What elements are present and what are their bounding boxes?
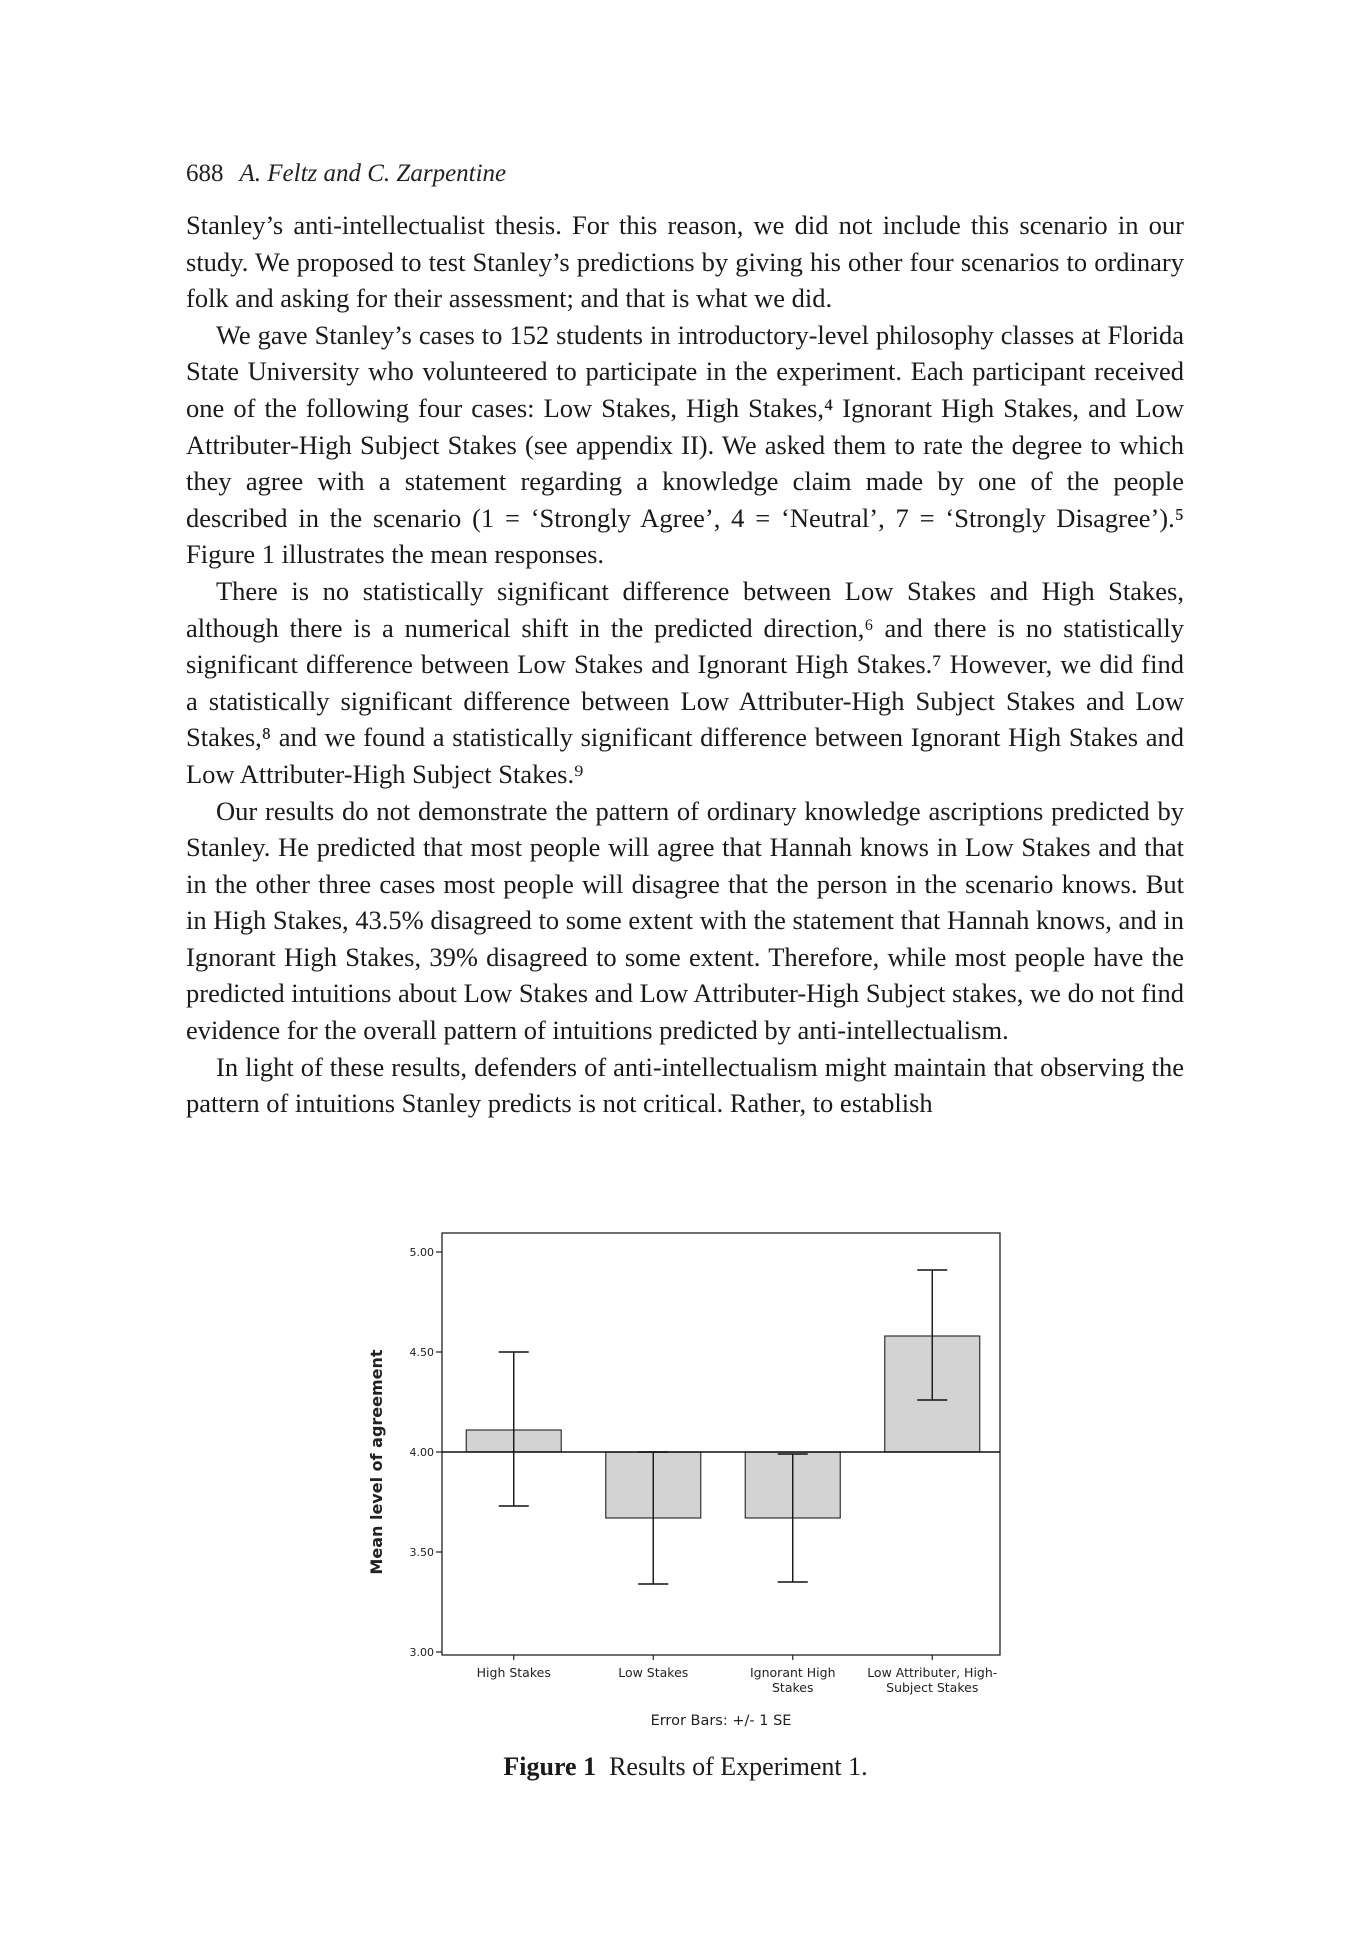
x-tick-label: High Stakes [476, 1665, 551, 1680]
bar-chart [360, 1225, 1020, 1745]
x-axis-label: Error Bars: +/- 1 SE [650, 1713, 792, 1729]
x-tick-label: Low Attributer, High- [867, 1665, 998, 1680]
y-tick-label: 4.50 [409, 1346, 434, 1359]
paragraph: Our results do not demonstrate the pattern of ordinary knowledge ascriptions predicted by Stanley. He predicted that most people will agree that Hannah knows in Low Stakes and that in the other three cases most people will disagree that the person in the scenario knows. But in High Stakes, 43.5% disagreed to some extent with the statement that Hannah knows, and in Ignorant High Stakes, 39% disagreed to some extent. Therefore, while most people have the predicted intuitions about Low Stakes and Low Attributer-High Subject stakes, we do not find evidence for the overall pattern of intuitions predicted by anti-intellectualism. [186, 795, 1184, 1046]
y-tick-label: 3.50 [409, 1546, 434, 1559]
running-header [186, 160, 506, 188]
y-tick-label: 4.00 [409, 1446, 434, 1459]
x-tick-label: Low Stakes [618, 1665, 689, 1680]
page-number: 688 [186, 160, 224, 187]
x-tick-label: Stakes [772, 1680, 814, 1695]
y-axis-label: Mean level of agreement [367, 1349, 386, 1575]
x-tick-label: Subject Stakes [886, 1680, 979, 1695]
paragraph: There is no statistically significant difference between Low Stakes and High Stakes, although there is a numerical shift in the predicted direction,⁶ and there is no statistically significant difference between Low Stakes and Ignorant High Stakes.⁷ However, we did find a statistically significant difference between Low Attributer-High Subject Stakes and Low Stakes,⁸ and we found a statistically significant difference between Ignorant High Stakes and Low Attributer-High Subject Stakes.⁹ [186, 575, 1184, 789]
paragraph: We gave Stanley’s cases to 152 students in introductory-level philosophy classes at Florida State University who volunteered to participate in the experiment. Each participant received one of the following four cases: Low Stakes, High Stakes,⁴ Ignorant High Stakes, and Low Attributer-High Subject Stakes (see appendix II). We asked them to rate the degree to which they agree with a statement regarding a knowledge claim made by one of the people described in the scenario (1 = ‘Strongly Agree’, 4 = ‘Neutral’, 7 = ‘Strongly Disagree’).⁵ Figure 1 illustrates the mean responses. [186, 319, 1184, 570]
figure-caption [0, 1752, 1371, 1782]
author-names: A. Feltz and C. Zarpentine [239, 160, 507, 187]
paragraph: Stanley’s anti-intellectualist thesis. For this reason, we did not include this scenario in our study. We proposed to test Stanley’s predictions by giving his other four scenarios to ordinary folk and asking for their assessment; and that is what we did. [186, 210, 1184, 314]
body-text [186, 207, 1184, 1122]
y-tick-label: 5.00 [409, 1246, 434, 1259]
paragraph: In light of these results, defenders of anti-intellectualism might maintain that observing the pattern of intuitions Stanley predicts is not critical. Rather, to establish [186, 1051, 1184, 1119]
y-tick-label: 3.00 [409, 1646, 434, 1659]
caption-label: Figure 1 [503, 1752, 597, 1781]
caption-text: Results of Experiment 1. [609, 1752, 868, 1781]
x-tick-label: Ignorant High [749, 1665, 836, 1680]
figure-1 [360, 1225, 1020, 1745]
